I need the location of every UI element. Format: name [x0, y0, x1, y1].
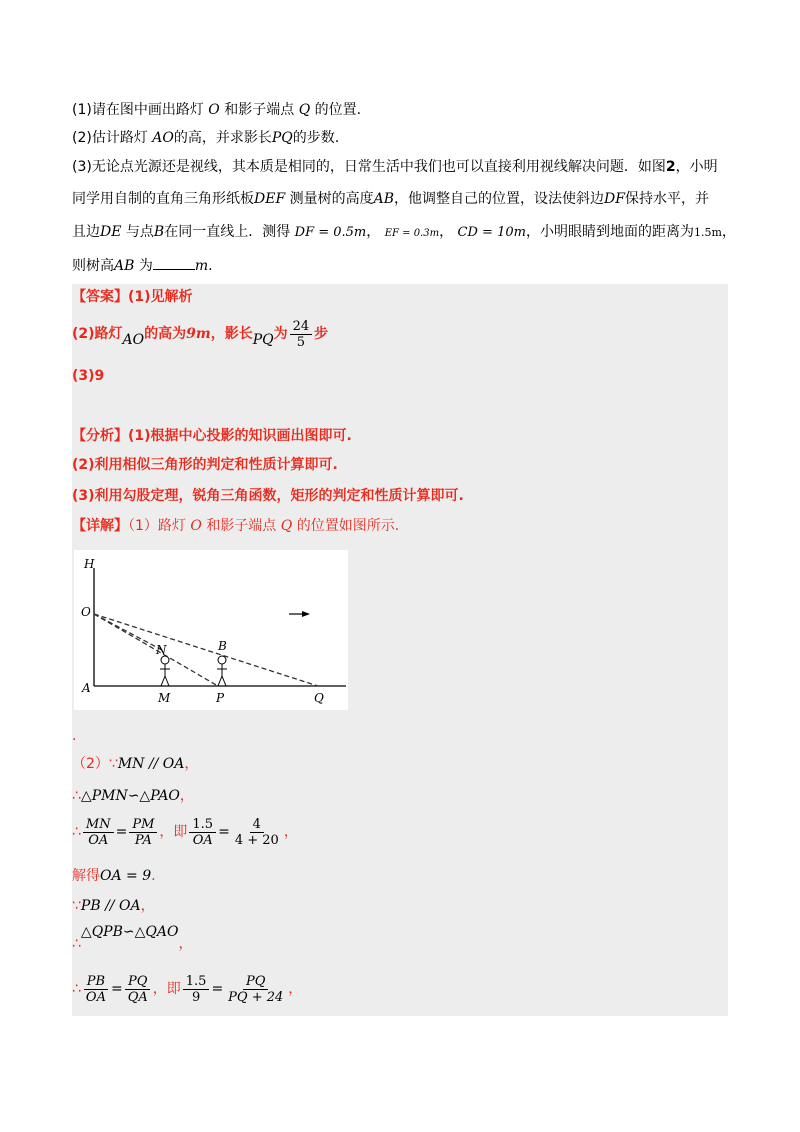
frac-pb-oa: $\frac{PB}{OA}$ [83, 974, 109, 1005]
frac-4-24: $\frac{4}{4 + 20}$ [234, 816, 279, 848]
label-o: O [81, 605, 91, 619]
label-a: A [82, 681, 91, 695]
solution-line-6: ∴△QPB∽△QAO， [72, 924, 193, 952]
label-h: H [84, 557, 95, 571]
answer-line-3: (3)9 [72, 368, 105, 384]
frac-pq-pq24: $\frac{PQ}{PQ + 24}$ [228, 973, 284, 1005]
analysis-line-2: (2)利用相似三角形的判定和性质计算即可. [72, 457, 338, 473]
detail-line-1: 【详解】（1）路灯 O 和影子端点 Q 的位置如图所示. [72, 518, 400, 534]
answer-fraction: $\frac{24}{5}$ [290, 319, 313, 350]
frac-pq-qa: $\frac{PQ}{QA}$ [125, 974, 151, 1005]
solution-line-4: 解得OA = 9. [72, 868, 156, 884]
solution-line-7: ∴ $\frac{PB}{OA}$ = $\frac{PQ}{QA}$ ，即 $\frac{1.5}{9}$ = $\frac{PQ}{PQ + 24}$ ， [72, 973, 303, 1005]
solution-line-2: ∴△PMN∽△PAO， [72, 788, 194, 804]
analysis-line-1: 【分析】(1)根据中心投影的知识画出图即可. [72, 428, 352, 444]
question-part-2: (2)估计路灯 AO的高，并求影长PQ的步数. [72, 130, 340, 146]
solution-line-1: （2）∵MN // OA， [72, 756, 199, 772]
frac-mn-oa: $\frac{MN}{OA}$ [83, 817, 114, 848]
frac-15-9: $\frac{1.5}{9}$ [183, 974, 210, 1005]
label-b: B [218, 639, 227, 653]
person-mn-icon [160, 656, 170, 686]
label-q: Q [314, 691, 324, 705]
answer-blank [153, 255, 195, 270]
frac-15-oa: $\frac{1.5}{OA}$ [189, 817, 216, 848]
shadow-figure [74, 550, 348, 710]
question-part-3-line-3: 且边DE 与点B在同一直线上．测得 DF = 0.5m， EF = 0.3m， CD = 10m，小明眼睛到地面的距离为1.5m， [72, 224, 736, 240]
label-m: M [158, 691, 171, 705]
question-part-3-line-2: 同学用自制的直角三角形纸板DEF 测量树的高度AB，他调整自己的位置，设法使斜边DF保持水平，并 [72, 191, 709, 207]
question-part-1: (1)请在图中画出路灯 O 和影子端点 Q 的位置. [72, 102, 362, 118]
solution-dot: . [72, 728, 77, 744]
person-bp-icon [217, 656, 227, 686]
arrow-right-icon [302, 611, 310, 617]
answer-line-2: (2)路灯 AO 的高为 9m ，影长 PQ 为 $\frac{24}{5}$ 步 [72, 318, 329, 350]
analysis-line-3: (3)利用勾股定理，锐角三角函数，矩形的判定和性质计算即可. [72, 488, 464, 504]
answer-line-1: 【答案】(1)见解析 [72, 289, 193, 305]
frac-pm-pa: $\frac{PM}{PA}$ [129, 817, 157, 848]
label-n: N [156, 643, 167, 657]
label-p: P [216, 691, 225, 705]
question-part-3-line-1: (3)无论点光源还是视线，其本质是相同的，日常生活中我们也可以直接利用视线解决问题．如图2，小明 [72, 159, 718, 175]
solution-line-3: ∴ $\frac{MN}{OA}$ = $\frac{PM}{PA}$ ，即 $\frac{1.5}{OA}$ = $\frac{4}{4 + 20}$ ， [72, 816, 298, 848]
solution-line-5: ∵PB // OA， [72, 898, 155, 914]
shadow-diagram [74, 550, 348, 710]
light-ray-to-q [94, 614, 318, 686]
question-part-3-line-4: 则树高AB 为 m. [72, 255, 213, 276]
